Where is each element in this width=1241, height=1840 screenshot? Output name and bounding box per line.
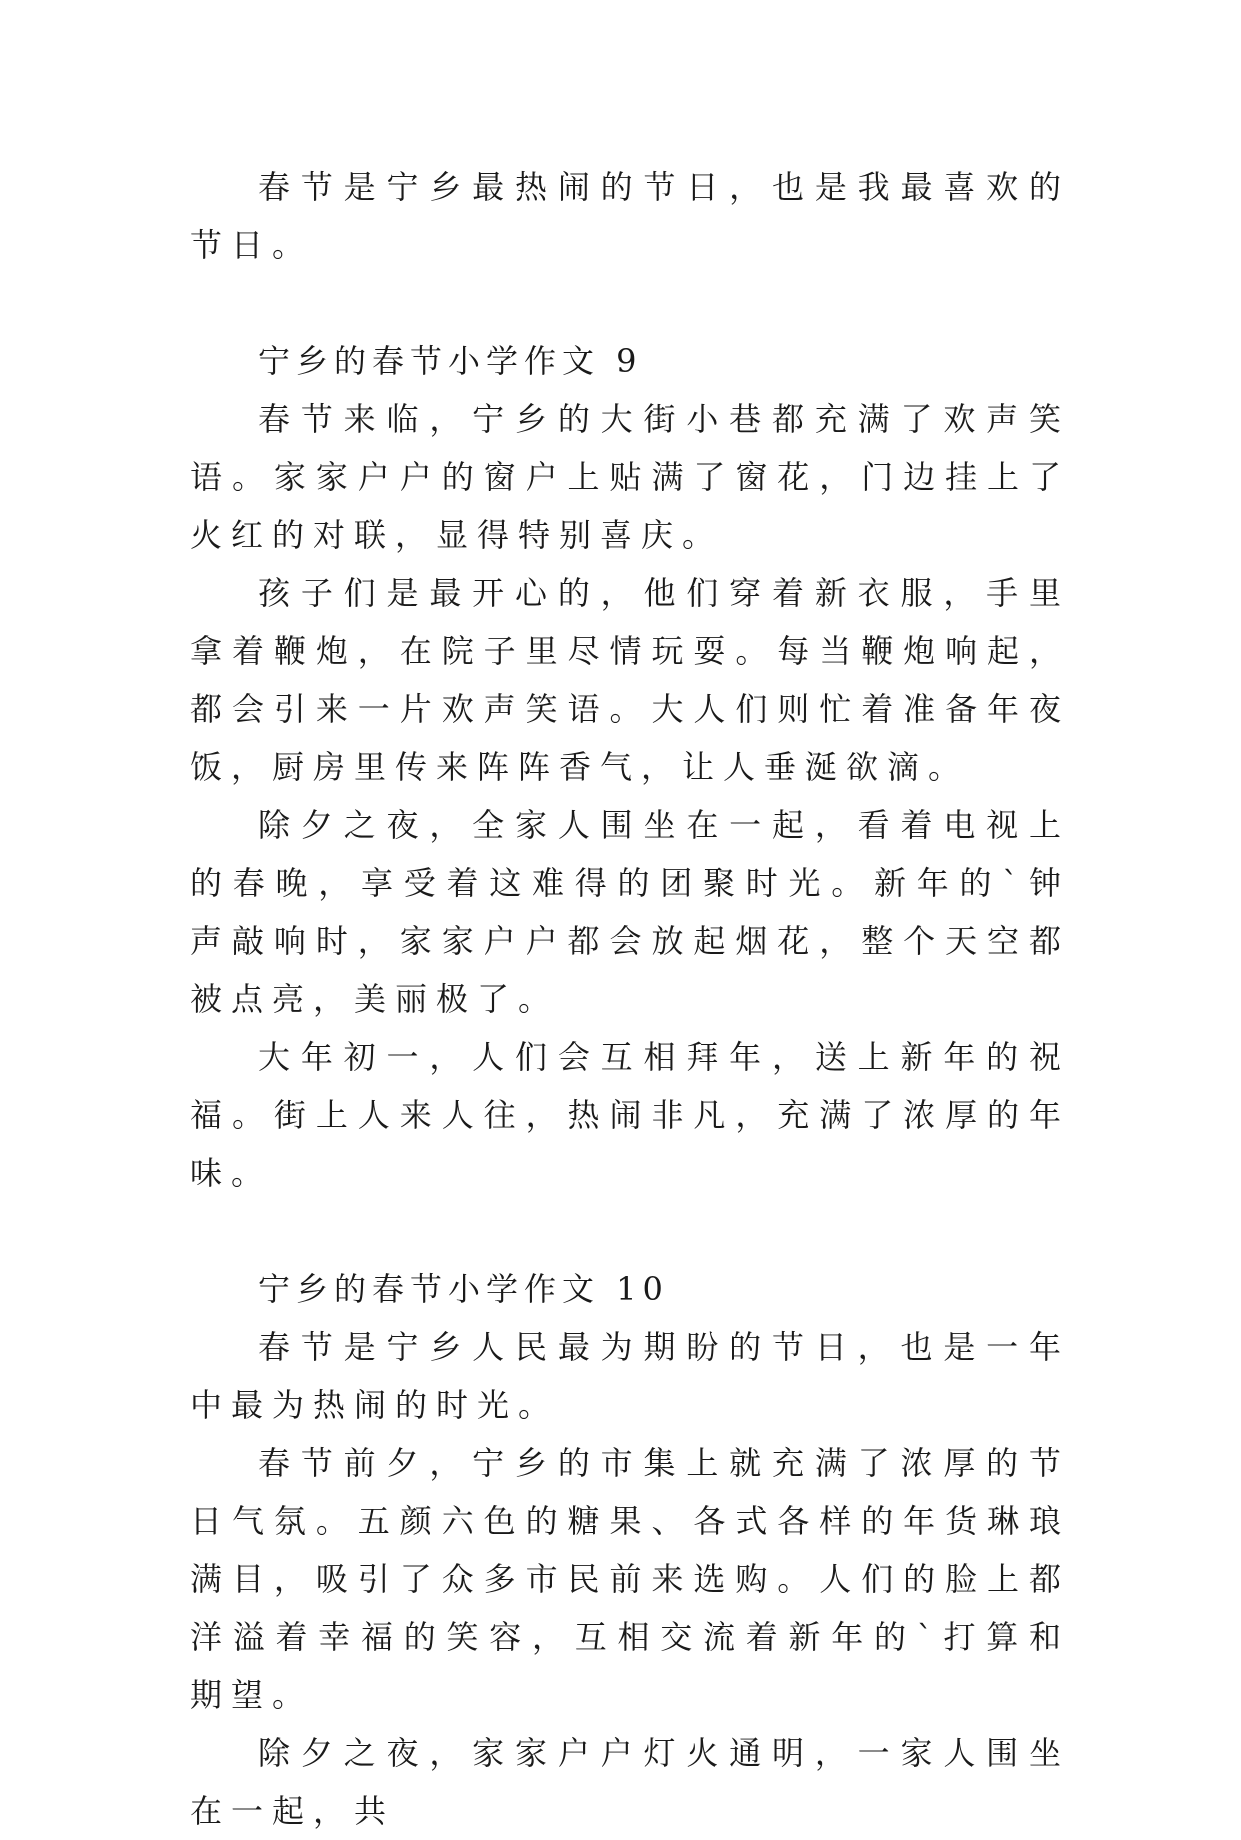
section-10-paragraph-1: 春节是宁乡人民最为期盼的节日，也是一年中最为热闹的时光。 bbox=[190, 1328, 1070, 1424]
section-9-paragraph-4: 大年初一，人们会互相拜年，送上新年的祝福。街上人来人往，热闹非凡，充满了浓厚的年味。 bbox=[190, 1038, 1070, 1192]
section-9-paragraph-3: 除夕之夜，全家人围坐在一起，看着电视上的春晚，享受着这难得的团聚时光。新年的`钟声敲响时，家家户户都会放起烟花，整个天空都被点亮，美丽极了。 bbox=[190, 806, 1070, 1018]
section-10-title: 宁乡的春节小学作文 10 bbox=[258, 1270, 669, 1308]
section-spacer bbox=[190, 1202, 1070, 1260]
intro-paragraph: 春节是宁乡最热闹的节日，也是我最喜欢的节日。 bbox=[190, 168, 1070, 264]
document-body bbox=[190, 158, 1070, 1840]
section-10-paragraph-3: 除夕之夜，家家户户灯火通明，一家人围坐在一起，共 bbox=[190, 1734, 1070, 1830]
section-9-paragraph-2: 孩子们是最开心的，他们穿着新衣服，手里拿着鞭炮，在院子里尽情玩耍。每当鞭炮响起，都会引来一片欢声笑语。大人们则忙着准备年夜饭，厨房里传来阵阵香气，让人垂涎欲滴。 bbox=[190, 574, 1070, 786]
section-9-title: 宁乡的春节小学作文 9 bbox=[258, 342, 643, 380]
section-spacer bbox=[190, 274, 1070, 332]
section-10-paragraph-2: 春节前夕，宁乡的市集上就充满了浓厚的节日气氛。五颜六色的糖果、各式各样的年货琳琅满目，吸引了众多市民前来选购。人们的脸上都洋溢着幸福的笑容，互相交流着新年的`打算和期望。 bbox=[190, 1444, 1070, 1714]
section-9-paragraph-1: 春节来临，宁乡的大街小巷都充满了欢声笑语。家家户户的窗户上贴满了窗花，门边挂上了火红的对联，显得特别喜庆。 bbox=[190, 400, 1070, 554]
